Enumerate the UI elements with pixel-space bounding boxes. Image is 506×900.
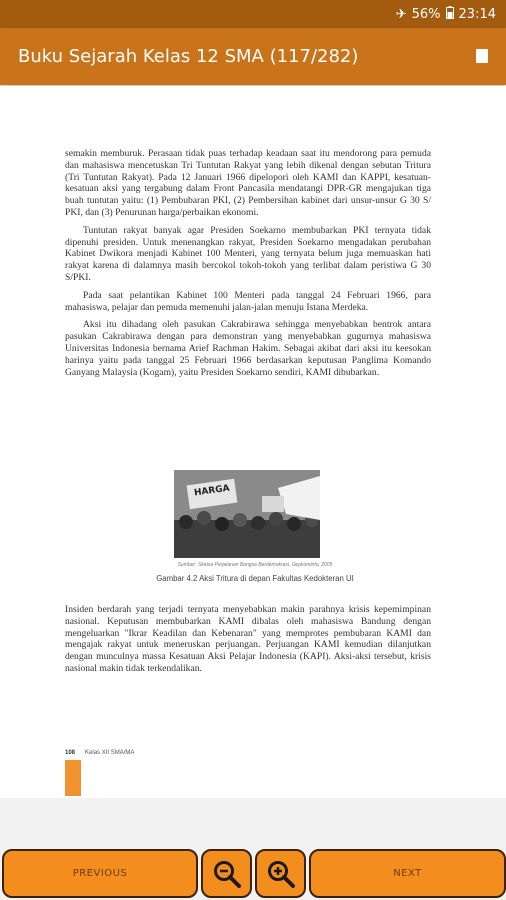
- figure-sign-text: HARGA: [193, 483, 231, 499]
- airplane-icon: ✈: [395, 6, 407, 22]
- zoom-out-icon: [212, 859, 242, 889]
- app-title: Buku Sejarah Kelas 12 SMA (117/282): [18, 46, 359, 67]
- figure-photo: [174, 470, 320, 558]
- paragraph: semakin memburuk. Perasaan tidak puas terhadap keadaan saat itu mendorong para pemuda dan mahasiswa mencetuskan Tri Tuntutan Rakyat yang lebih dikenal dengan sebutan Tritura (Tri Tuntutan Rakyat). Pada 12 Januari 1966 dipelopori oleh KAMI dan KAPPI, kesatuan-kesatuan aksi yang tergabung dalam Front Pancasila mendatangi DPR-GR mengajukan tiga buah tuntutan yaitu: (1) Pembubaran PKI, (2) Pembersihan kabinet dari unsur-unsur G 30 S/ PKI, dan (3) Penurunan harga/perbaikan ekonomi.: [65, 148, 431, 218]
- page-tab-marker: [65, 760, 81, 796]
- status-bar: [0, 0, 506, 28]
- app-bar: [0, 28, 506, 85]
- battery-icon: [446, 6, 454, 23]
- zoom-in-icon: [266, 859, 296, 889]
- figure-caption: Gambar 4.2 Aksi Tritura di depan Fakultas Kedokteran UI: [156, 574, 354, 583]
- battery-level: 56%: [411, 6, 441, 22]
- book-label: Kelas XII SMA/MA: [85, 750, 135, 756]
- book-page[interactable]: [0, 86, 506, 798]
- paragraph: Tuntutan rakyat banyak agar Presiden Soekarno membubarkan PKI ternyata tidak dipenuhi presiden. Untuk menenangkan rakyat, Presiden Soekarno mengadakan perubahan Kabinet Dwikora menjadi Kabinet 100 Menteri, yang ternyata belum juga memuaskan hati rakyat karena di dalamnya masih bercokol tokoh-tokoh yang terlibat dalam peristiwa G 30 S/PKI.: [65, 224, 431, 283]
- paragraph: Aksi itu dihadang oleh pasukan Cakrabirawa sehingga menyebabkan bentrok antara pasukan Cakrabirawa dengan para demonstran yang menyebabkan gugurnya mahasiswa Universitas Indonesia bernama Arief Rachman Hakim. Sebagai akibat dari aksi itu keesokan harinya yaitu pada tanggal 25 Februari 1966 berdasarkan keputusan Panglima Komando Ganyang Malaysia (Kogam), yaitu Presiden Soekarno sendiri, KAMI dibubarkan.: [65, 319, 431, 378]
- zoom-in-button[interactable]: [255, 849, 306, 898]
- previous-button[interactable]: [2, 849, 198, 898]
- paragraph: Pada saat pelantikan Kabinet 100 Menteri pada tanggal 24 Februari 1966, para mahasiswa, pelajar dan pemuda memenuhi jalan-jalan menuju Istana Merdeka.: [65, 289, 431, 313]
- next-button[interactable]: [309, 849, 506, 898]
- paragraph: Insiden berdarah yang terjadi ternyata menyebabkan makin parahnya krisis kepemimpinan nasional. Keputusan membubarkan KAMI dibalas oleh mahasiswa Bandung dengan mengeluarkan "Ikrar Keadilan dan Kebenaran" yang memprotes pembubaran KAMI dan mengajak rakyat untuk meneruskan perjuangan. Perjuangan KAMI kemudian dilanjutkan dengan munculnya massa Kesatuan Aksi Pelajar Indonesia (KAPI). Aksi-aksi tersebut, krisis nasional makin tidak terkendalikan.: [65, 604, 431, 674]
- next-label: NEXT: [393, 868, 422, 879]
- page-text-bottom: [65, 604, 431, 681]
- page-number: 108: [65, 750, 76, 756]
- clock: 23:14: [458, 6, 496, 22]
- zoom-out-button[interactable]: [201, 849, 252, 898]
- page-footer: [65, 750, 134, 756]
- page-text-top: [65, 148, 431, 384]
- figure-source: Sumber: Sketsa Perjalanan Bangsa Berdemokrasi, Depkominfo, 2005: [177, 562, 333, 568]
- previous-label: PREVIOUS: [72, 868, 128, 879]
- stop-icon[interactable]: [476, 49, 488, 63]
